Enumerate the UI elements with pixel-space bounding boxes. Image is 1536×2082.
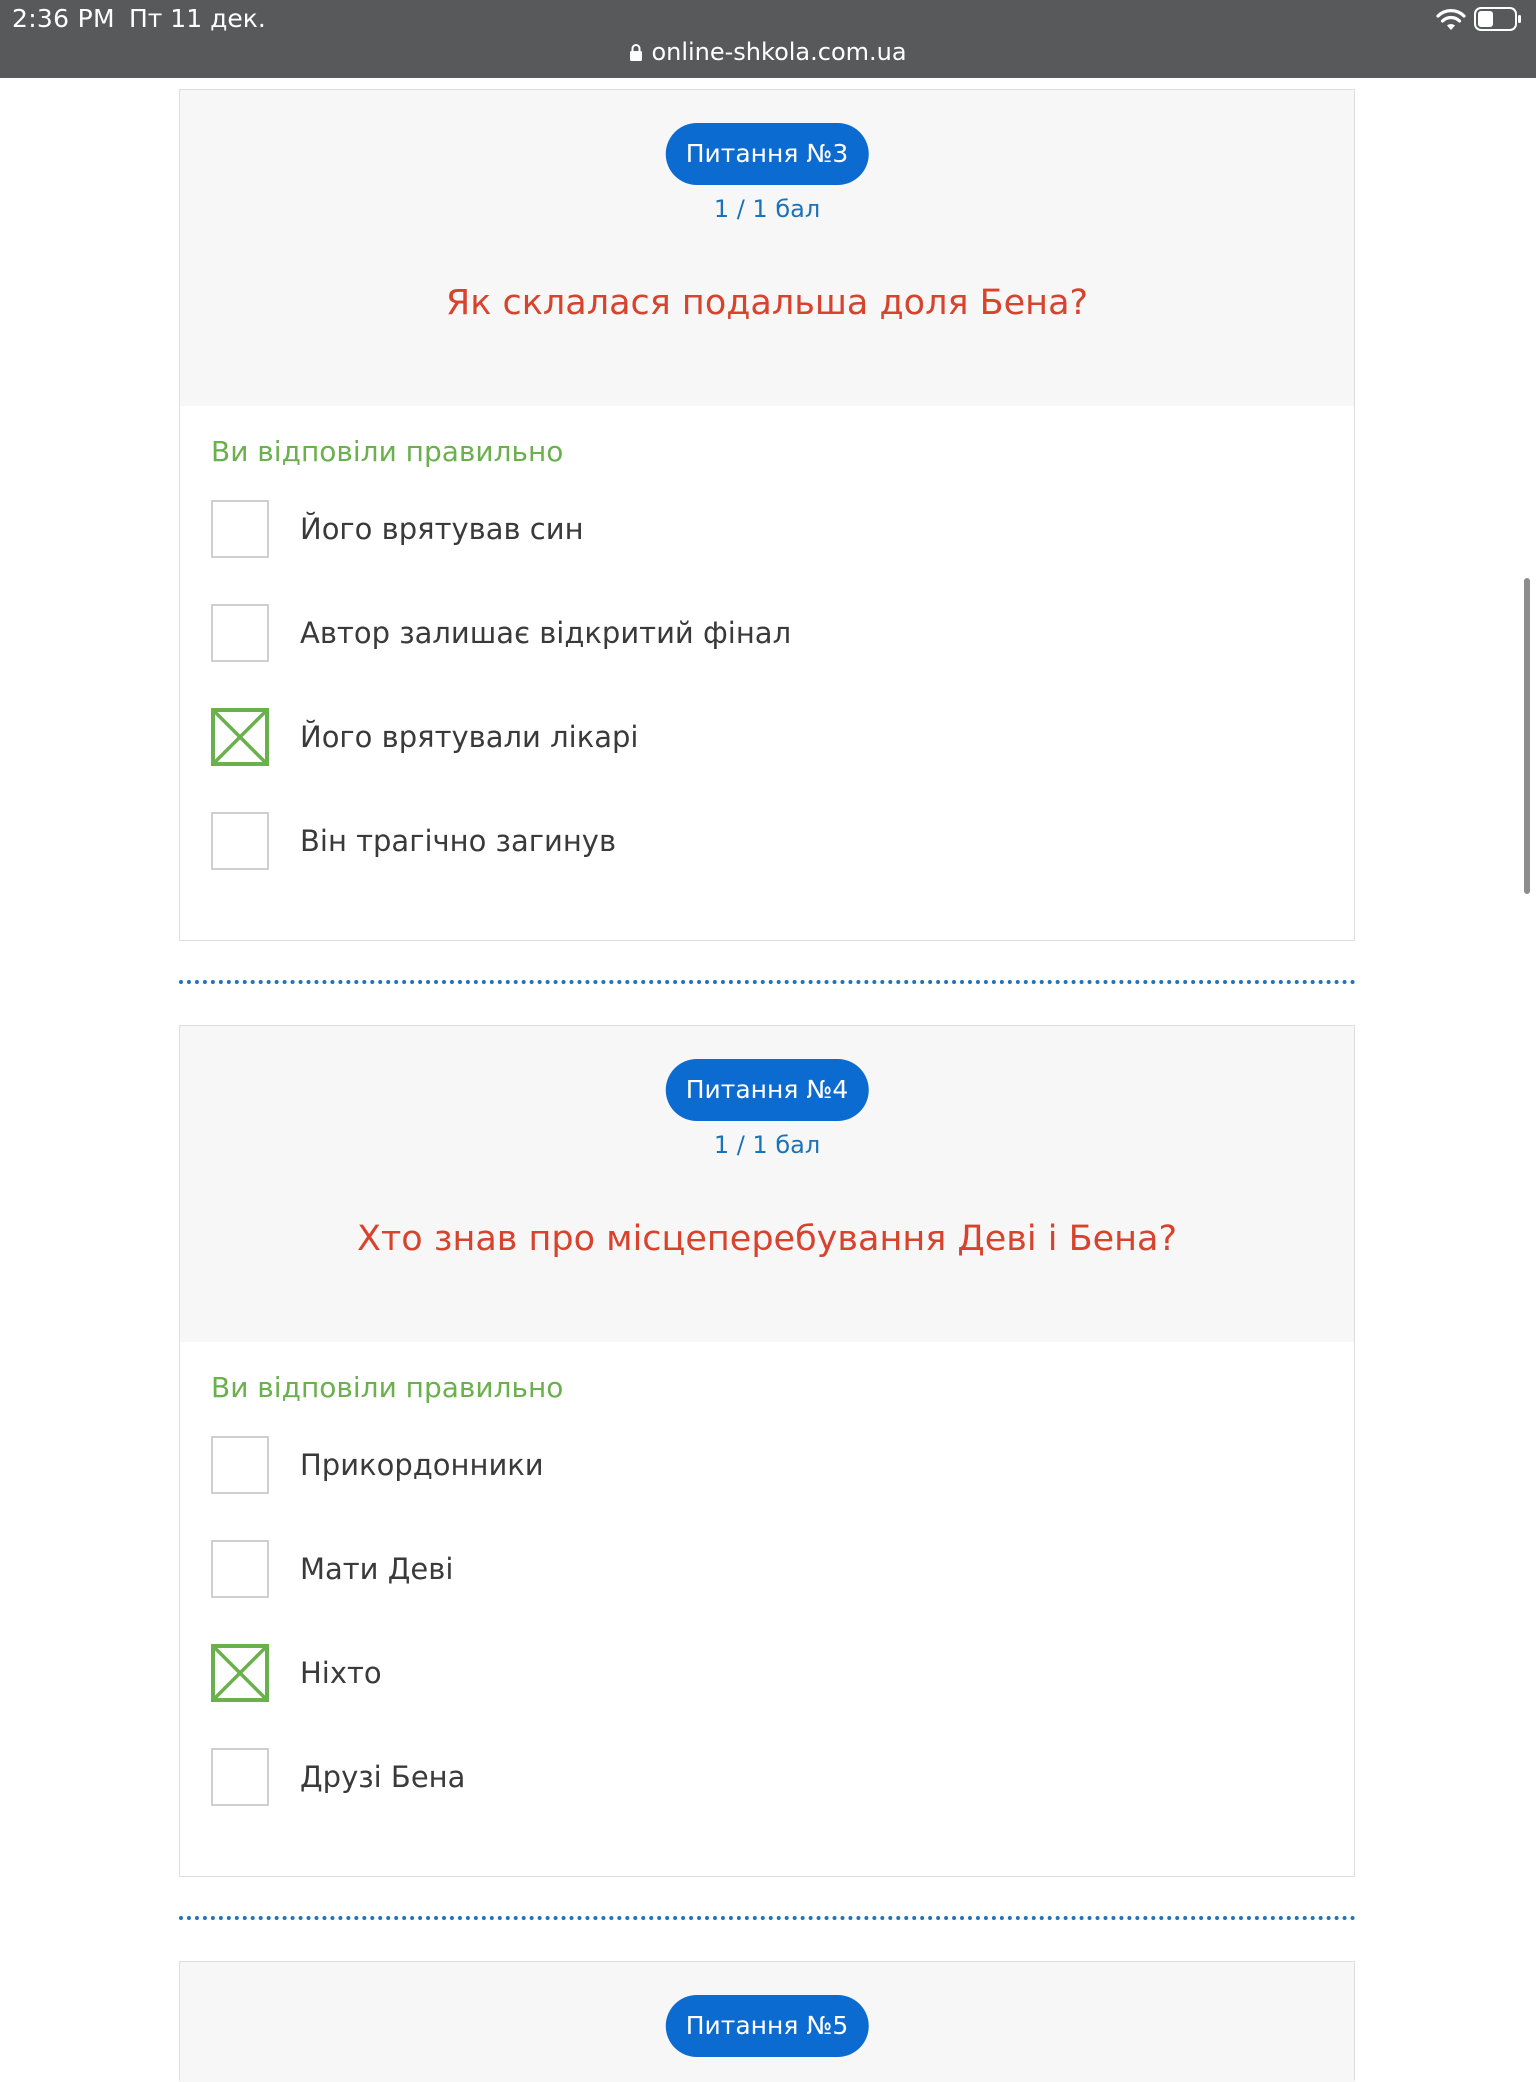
option-label: Його врятували лікарі [300, 720, 639, 754]
option-label: Друзі Бена [300, 1760, 466, 1794]
question-header [180, 90, 1354, 406]
question-badge: Питання №5 [666, 1995, 869, 2057]
cross-mark-icon [215, 1648, 265, 1698]
option-label: Автор залишає відкритий фінал [300, 616, 792, 650]
question-header [180, 1962, 1354, 2082]
option-label: Мати Деві [300, 1552, 454, 1586]
option-label: Його врятував син [300, 512, 584, 546]
cross-mark-icon [215, 712, 265, 762]
option-label: Прикордонники [300, 1448, 544, 1482]
url-text: online-shkola.com.ua [651, 38, 907, 66]
lock-icon [629, 43, 643, 61]
question-badge: Питання №4 [666, 1059, 869, 1121]
answer-option[interactable] [211, 1434, 544, 1496]
checkbox[interactable] [211, 500, 269, 558]
result-message: Ви відповіли правильно [211, 1371, 564, 1404]
answer-option[interactable] [211, 498, 584, 560]
question-score: 1 / 1 бал [713, 1131, 821, 1159]
answer-option[interactable] [211, 1642, 382, 1704]
answer-option[interactable] [211, 1746, 465, 1808]
question-badge: Питання №3 [666, 123, 869, 185]
checkbox[interactable] [211, 1540, 269, 1598]
question-card-3 [179, 89, 1355, 941]
answer-option[interactable] [211, 1538, 453, 1600]
answer-option[interactable] [211, 602, 791, 664]
checkbox-checked[interactable] [211, 708, 269, 766]
question-header [180, 1026, 1354, 1342]
scrollbar-thumb[interactable] [1524, 578, 1530, 894]
status-time: 2:36 PM [12, 4, 115, 33]
question-score: 1 / 1 бал [713, 195, 821, 223]
question-card-5 [179, 1961, 1355, 2081]
result-message: Ви відповіли правильно [211, 435, 564, 468]
checkbox[interactable] [211, 1436, 269, 1494]
question-card-4 [179, 1025, 1355, 1877]
section-divider [179, 1916, 1356, 1920]
answer-section [180, 1342, 1354, 1883]
answer-section [180, 406, 1354, 947]
status-bar [0, 0, 1536, 78]
checkbox[interactable] [211, 1748, 269, 1806]
question-text: Хто знав про місцеперебування Деві і Бена? [356, 1219, 1178, 1259]
checkbox-checked[interactable] [211, 1644, 269, 1702]
checkbox[interactable] [211, 812, 269, 870]
checkbox[interactable] [211, 604, 269, 662]
answer-option[interactable] [211, 706, 638, 768]
question-text: Як склалася подальша доля Бена? [445, 283, 1089, 323]
option-label: Ніхто [300, 1656, 382, 1690]
answer-option[interactable] [211, 810, 616, 872]
status-date: Пт 11 дек. [129, 4, 266, 33]
address-bar[interactable] [0, 38, 1536, 66]
section-divider [179, 980, 1356, 984]
battery-icon [1474, 7, 1522, 31]
option-label: Він трагічно загинув [300, 824, 617, 858]
wifi-icon [1436, 6, 1466, 32]
